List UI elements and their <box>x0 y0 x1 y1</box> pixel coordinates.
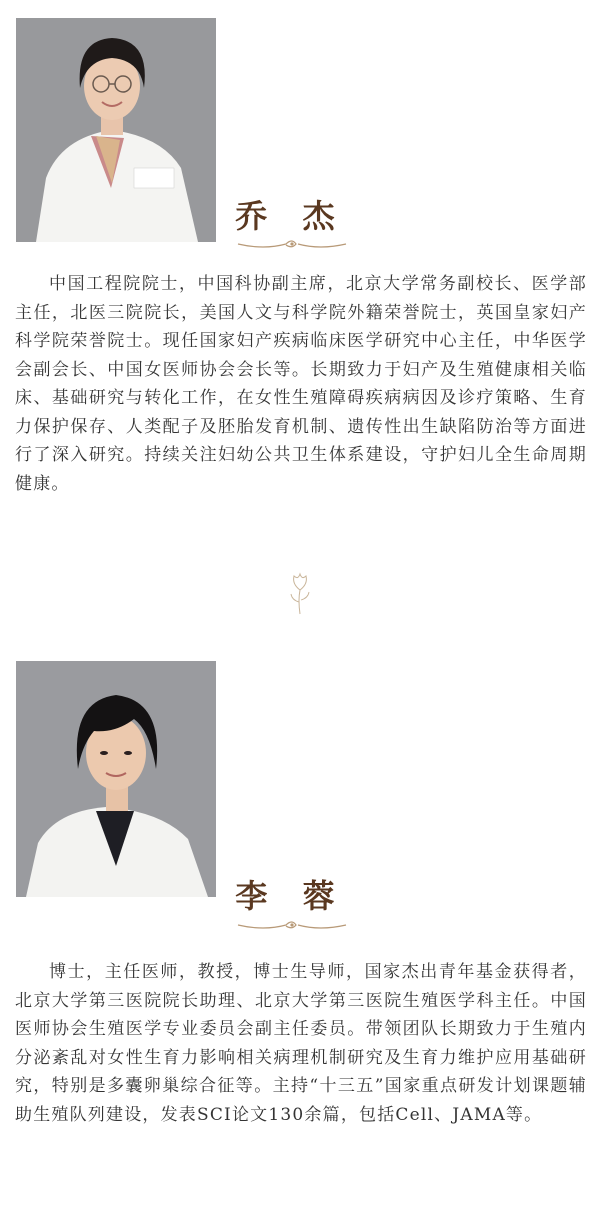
profile-name: 李 蓉 <box>235 877 347 915</box>
profile-photo-li-rong <box>16 661 216 897</box>
profile-bio: 博士，主任医师，教授，博士生导师，国家杰出青年基金获得者，北京大学第三医院院长助理、北京大学第三医院生殖医学科主任。中国医师协会生殖医学专业委员会副主任委员。带领团队长期致力于生殖内分泌紊乱对女性生育力影响相关病理机制研究及生育力维护应用基础研究，特别是多囊卵巢综合征等。主持“十三五”国家重点研发计划课题辅助生殖队列建设，发表SCI论文130余篇，包括Cell、JAMA等。 <box>15 962 587 1125</box>
ornament-flourish-icon <box>236 917 348 933</box>
portrait-icon <box>16 661 216 897</box>
profile-name: 乔 杰 <box>235 197 347 235</box>
profile-bio: 中国工程院院士，中国科协副主席，北京大学常务副校长、医学部主任，北医三院院长，美国人文与科学院外籍荣誉院士，英国皇家妇产科学院荣誉院士。现任国家妇产疾病临床医学研究中心主任，中华医学会副会长、中国女医师协会会长等。长期致力于妇产及生殖健康相关临床、基础研究与转化工作，在女性生殖障碍疾病病因及诊疗策略、生育力保护保存、人类配子及胚胎发育机制、遗传性出生缺陷防治等方面进行了深入研究。持续关注妇幼公共卫生体系建设，守护妇儿全生命周期健康。 <box>15 274 587 494</box>
profile-photo-qiao-jie <box>16 18 216 242</box>
flower-divider-icon <box>286 570 314 616</box>
ornament-flourish-icon <box>236 236 348 252</box>
portrait-icon <box>16 18 216 242</box>
